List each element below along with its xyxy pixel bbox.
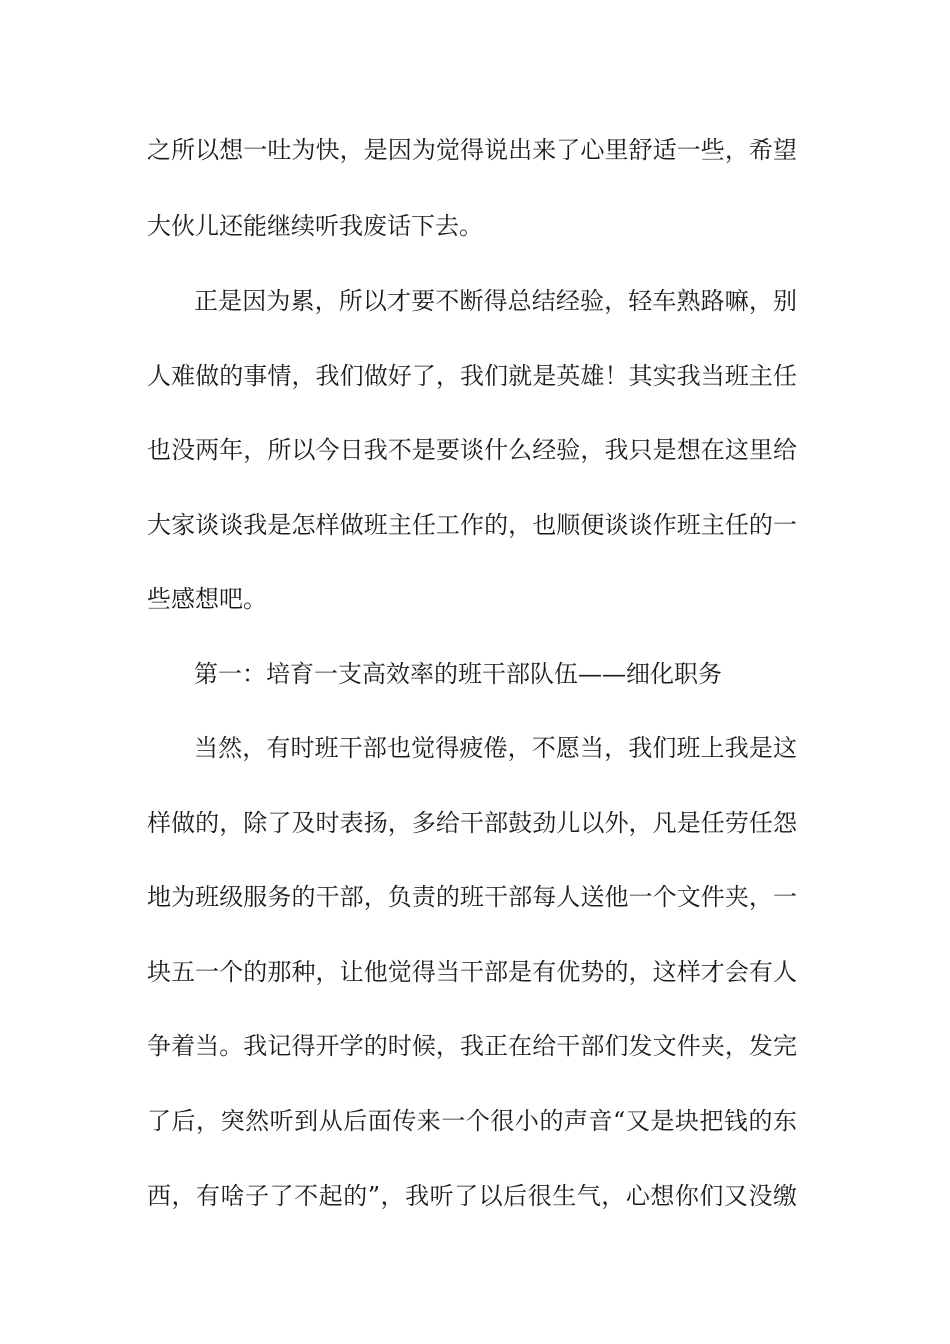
paragraph-first-line: 正是因为累，所以才要不断得总结经验，轻车熟路嘛，别 bbox=[194, 287, 797, 315]
text-line: 西，有啥子了不起的”，我听了以后很生气，心想你们又没缴 bbox=[147, 1182, 797, 1210]
text-line: 大家谈谈我是怎样做班主任工作的，也顺便谈谈作班主任的一 bbox=[147, 511, 797, 539]
text-line: 些感想吧。 bbox=[147, 585, 267, 613]
text-line: 块五一个的那种，让他觉得当干部是有优势的，这样才会有人 bbox=[147, 958, 797, 986]
section-heading: 第一：培育一支高效率的班干部队伍——细化职务 bbox=[194, 660, 722, 688]
text-line: 地为班级服务的干部，负责的班干部每人送他一个文件夹，一 bbox=[147, 883, 797, 911]
text-line: 样做的，除了及时表扬，多给干部鼓劲儿以外，凡是任劳任怨 bbox=[147, 809, 797, 837]
text-line: 大伙儿还能继续听我废话下去。 bbox=[147, 212, 483, 240]
text-line: 之所以想一吐为快，是因为觉得说出来了心里舒适一些，希望 bbox=[147, 136, 797, 164]
paragraph-first-line: 当然，有时班干部也觉得疲倦，不愿当，我们班上我是这 bbox=[194, 734, 797, 762]
text-line: 了后，突然听到从后面传来一个很小的声音“又是块把钱的东 bbox=[147, 1107, 797, 1135]
text-line: 争着当。我记得开学的时候，我正在给干部们发文件夹，发完 bbox=[147, 1032, 797, 1060]
text-line: 人难做的事情，我们做好了，我们就是英雄！其实我当班主任 bbox=[147, 362, 797, 390]
text-line: 也没两年，所以今日我不是要谈什么经验，我只是想在这里给 bbox=[147, 436, 797, 464]
